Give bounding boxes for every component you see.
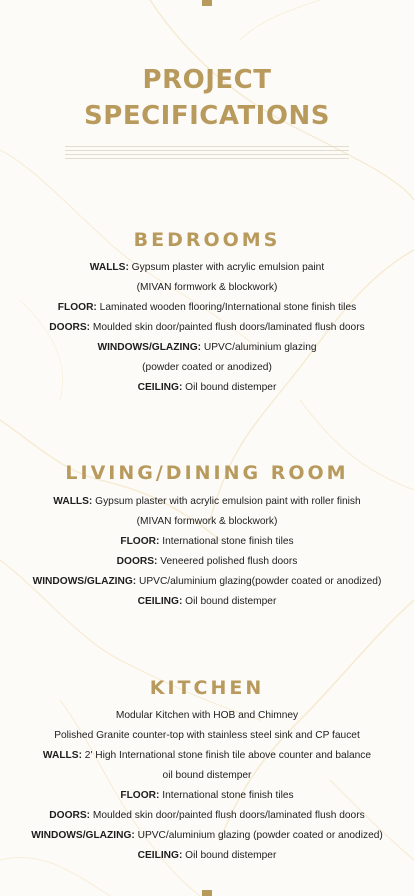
spec-line	[0, 706, 414, 726]
spec-line	[0, 512, 414, 532]
spec-line	[0, 746, 414, 766]
spec-text: Laminated wooden flooring/International stone finish tiles	[96, 302, 357, 313]
spec-line	[0, 278, 414, 298]
spec-text: Oil bound distemper	[182, 382, 277, 393]
spec-line	[0, 378, 414, 398]
page-title-line-1: PROJECT	[142, 65, 272, 95]
spec-line	[0, 532, 414, 552]
section-heading-living-dining: LIVING/DINING ROOM	[65, 462, 349, 484]
divider-line	[65, 158, 349, 159]
spec-text: (MIVAN formwork & blockwork)	[136, 516, 278, 527]
spec-line	[0, 826, 414, 846]
spec-text: Veneered polished flush doors	[157, 556, 298, 567]
spec-text: Gypsum plaster with acrylic emulsion paint with roller finish	[92, 496, 361, 507]
spec-label: WALLS:	[53, 496, 93, 507]
spec-label: DOORS:	[116, 556, 158, 567]
spec-text: oil bound distemper	[162, 770, 252, 781]
spec-line	[0, 318, 414, 338]
spec-label: DOORS:	[49, 810, 91, 821]
spec-label: WINDOWS/GLAZING:	[31, 830, 135, 841]
spec-label: CEILING:	[137, 596, 183, 607]
spec-label: FLOOR:	[120, 790, 160, 801]
spec-line	[0, 258, 414, 278]
spec-label: WINDOWS/GLAZING:	[97, 342, 202, 353]
spec-label: WALLS:	[89, 262, 129, 273]
spec-text: 2' High International stone finish tile above counter and balance	[81, 750, 372, 761]
spec-line	[0, 572, 414, 592]
spec-line	[0, 786, 414, 806]
spec-line	[0, 766, 414, 786]
spec-line	[0, 492, 414, 512]
spec-line	[0, 298, 414, 318]
spec-line	[0, 806, 414, 826]
spec-text: UPVC/aluminium glazing (powder coated or anodized)	[134, 830, 383, 841]
page-title	[0, 62, 414, 134]
spec-text: Moulded skin door/painted flush doors/laminated flush doors	[90, 322, 365, 333]
spec-label: CEILING:	[137, 850, 183, 861]
spec-text: Oil bound distemper	[182, 850, 277, 861]
divider-line	[65, 154, 349, 155]
spec-label: WINDOWS/GLAZING:	[32, 576, 137, 587]
divider-line	[65, 150, 349, 151]
spec-line	[0, 846, 414, 866]
spec-text: International stone finish tiles	[159, 790, 294, 801]
spec-label: FLOOR:	[57, 302, 97, 313]
spec-label: WALLS:	[42, 750, 82, 761]
spec-text: UPVC/aluminium glazing(powder coated or anodized)	[136, 576, 382, 587]
spec-text: Moulded skin door/painted flush doors/laminated flush doors	[90, 810, 365, 821]
spec-line	[0, 592, 414, 612]
spec-text: (MIVAN formwork & blockwork)	[136, 282, 278, 293]
living-dining-spec-list	[0, 492, 414, 612]
spec-line	[0, 726, 414, 746]
spec-text: UPVC/aluminium glazing	[201, 342, 317, 353]
divider-line	[65, 146, 349, 147]
spec-text: International stone finish tiles	[159, 536, 294, 547]
section-heading-bedrooms: BEDROOMS	[133, 229, 281, 251]
spec-line	[0, 338, 414, 358]
bedrooms-spec-list	[0, 258, 414, 398]
spec-text: Polished Granite counter-top with stainless steel sink and CP faucet	[54, 730, 360, 741]
title-divider	[65, 146, 349, 162]
bottom-tab-marker	[202, 890, 212, 896]
kitchen-spec-list	[0, 706, 414, 866]
spec-label: DOORS:	[49, 322, 91, 333]
spec-text: (powder coated or anodized)	[142, 362, 272, 373]
spec-text: Modular Kitchen with HOB and Chimney	[115, 710, 299, 721]
top-tab-marker	[202, 0, 212, 6]
spec-text: Gypsum plaster with acrylic emulsion paint	[128, 262, 325, 273]
spec-text: Oil bound distemper	[182, 596, 277, 607]
spec-line	[0, 552, 414, 572]
spec-label: FLOOR:	[120, 536, 160, 547]
spec-line	[0, 358, 414, 378]
section-heading-kitchen: KITCHEN	[149, 677, 265, 699]
page-title-line-2: SPECIFICATIONS	[84, 101, 330, 131]
spec-label: CEILING:	[137, 382, 183, 393]
